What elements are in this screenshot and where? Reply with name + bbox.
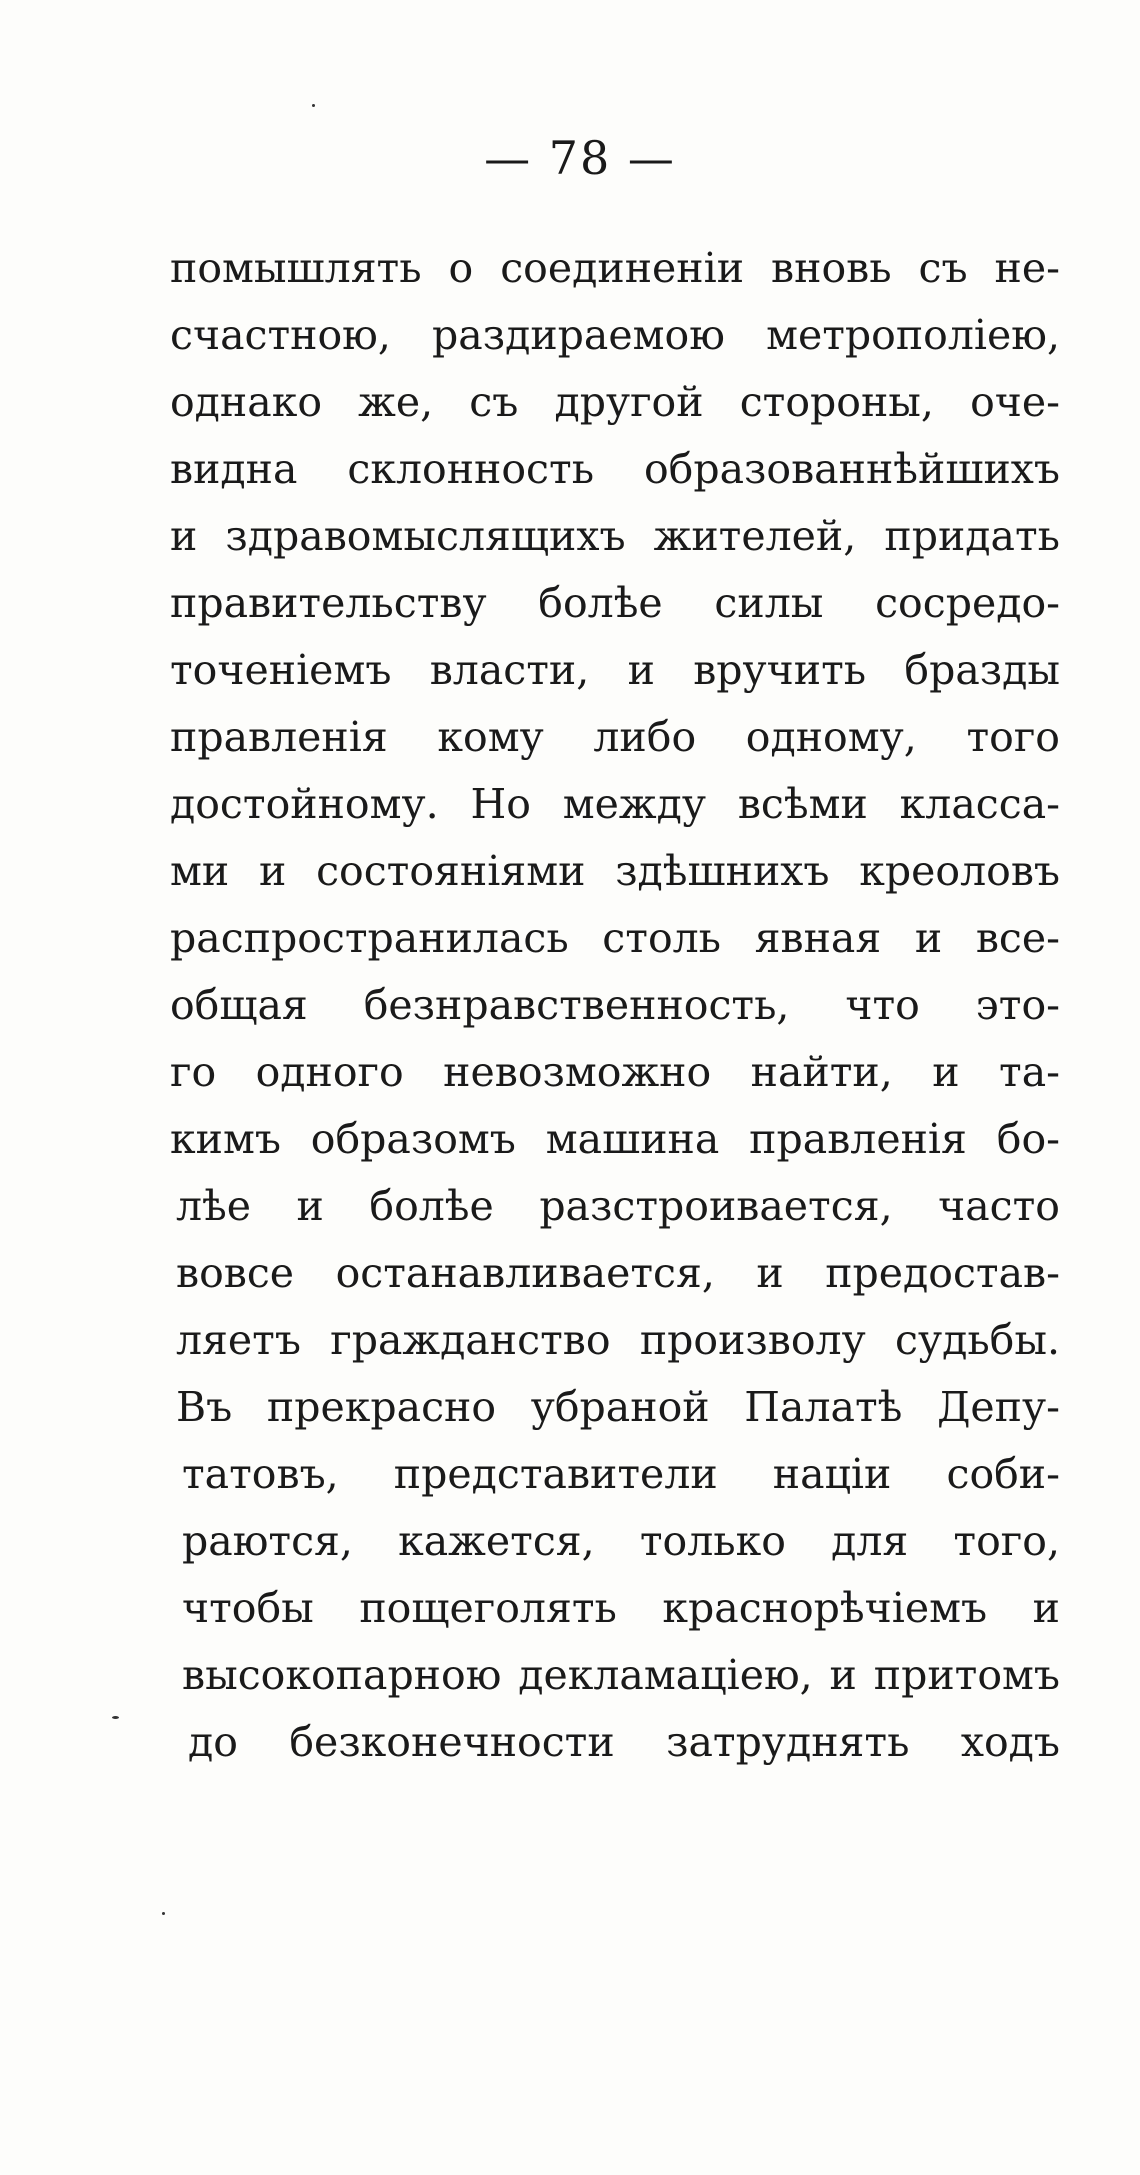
text-line: татовъ, представители націи соби- <box>182 1450 1060 1498</box>
text-line: высокопарною декламаціею, и притомъ <box>182 1651 1060 1699</box>
text-line: общая безнравственность, что это- <box>170 981 1060 1029</box>
text-line: Въ прекрасно убраной Палатѣ Депу- <box>176 1383 1060 1431</box>
text-line: видна склонность образованнѣйшихъ <box>170 445 1060 493</box>
text-line: распространилась столь явная и все- <box>170 914 1060 962</box>
text-line: ми и состояніями здѣшнихъ креоловъ <box>170 847 1060 895</box>
text-line: го одного невозможно найти, и та- <box>170 1048 1060 1096</box>
text-line: счастною, раздираемою метрополіею, <box>170 311 1060 359</box>
text-line: до безконечности затруднять ходъ <box>188 1718 1060 1766</box>
text-line: правительству болѣе силы сосредо- <box>170 579 1060 627</box>
text-line: вовсе останавливается, и предостав- <box>176 1249 1060 1297</box>
text-line: однако же, съ другой стороны, оче- <box>170 378 1060 426</box>
text-line: лѣе и болѣе разстроивается, часто <box>176 1182 1060 1230</box>
body-text <box>170 235 1060 1776</box>
text-line: кимъ образомъ машина правленія бо- <box>170 1115 1060 1163</box>
text-line: и здравомыслящихъ жителей, придать <box>170 512 1060 560</box>
text-line: ляетъ гражданство произволу судьбы. <box>176 1316 1060 1364</box>
text-line: помышлять о соединеніи вновь съ не- <box>170 244 1060 292</box>
text-line: достойному. Но между всѣми класса- <box>170 780 1060 828</box>
text-line: чтобы пощеголять краснорѣчіемъ и <box>182 1584 1060 1632</box>
page-number: — 78 — <box>484 131 676 185</box>
paper-speck <box>312 104 315 107</box>
text-line: точеніемъ власти, и вручить бразды <box>170 646 1060 694</box>
paper-speck <box>162 1912 165 1915</box>
paper-speck <box>112 1716 119 1719</box>
text-line: раются, кажется, только для того, <box>182 1517 1060 1565</box>
text-line: правленія кому либо одному, того <box>170 713 1060 761</box>
